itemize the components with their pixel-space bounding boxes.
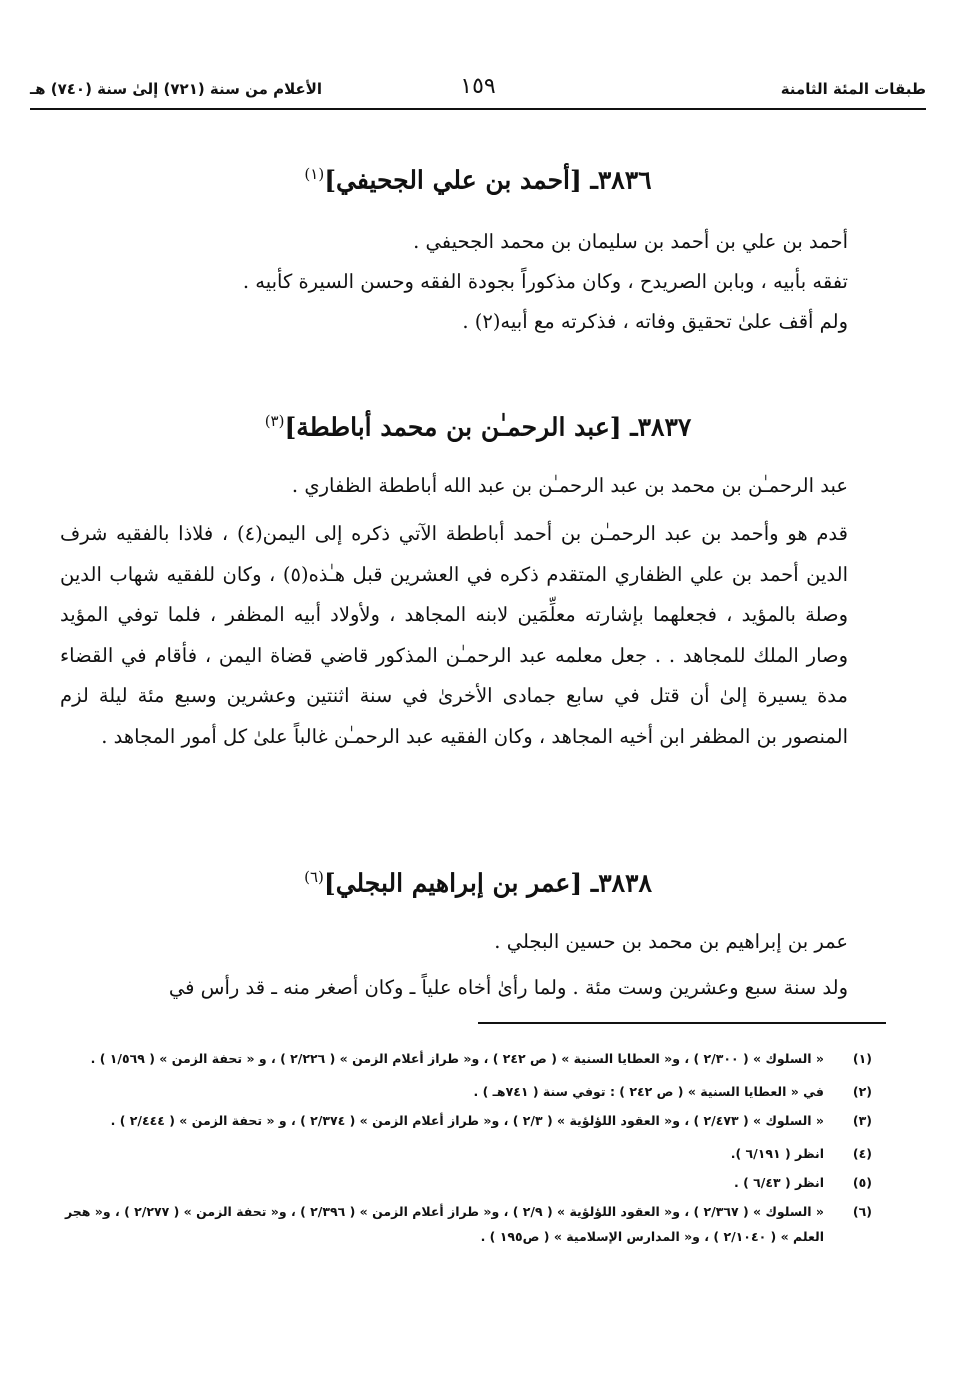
- paragraph: عمر بن إبراهيم بن محمد بن حسين البجلي .: [494, 930, 848, 953]
- paragraph: ولد سنة سبع وعشرين وست مئة . ولما رأىٰ أخاه علياً ـ وكان أصغر منه ـ قد رأس في: [168, 976, 848, 999]
- entry-body-3837-main: [60, 514, 848, 757]
- entry-body-3836: [60, 222, 848, 342]
- footnote-number: (٢): [852, 1084, 872, 1099]
- page-number: ١٥٩: [460, 74, 496, 99]
- paragraph: أحمد بن علي بن أحمد بن سليمان بن محمد الجحيفي .: [413, 230, 848, 253]
- paragraph: تفقه بأبيه ، وبابن الصريدح ، وكان مذكوراً بجودة الفقه وحسن السيرة كأبيه .: [242, 270, 848, 293]
- entry-title-3838: ٣٨٣٨ـ [عمر بن إبراهيم البجلي]$^{(٦)}$: [304, 868, 652, 898]
- entry-title-3836: ٣٨٣٦ـ [أحمد بن علي الجحيفي]$^{(١)}$: [304, 165, 652, 195]
- header-rule: [30, 108, 926, 110]
- page-header: [30, 74, 926, 108]
- footnote-number: (٥): [852, 1175, 872, 1190]
- entry-body-3838: [60, 922, 848, 1008]
- footnote-rule: [478, 1022, 886, 1024]
- footnote-text: « السلوك » ( ٢/٣٠٠ ) ، و« العطايا السنية » ( ص ٢٤٢ ) ، و« طراز أعلام الزمن » ( ٢/٢٢٦ ) ، و « تحفة الزمن » ( ١/٥٦٩ ) .: [90, 1051, 824, 1066]
- running-title: طبقات المئة الثامنة: [780, 80, 926, 98]
- footnote: [60, 1079, 872, 1104]
- footnote-ref: (٦): [304, 868, 324, 886]
- footnotes: [60, 1046, 872, 1249]
- footnote-text: انظر ( ٦/٤٣ ) .: [734, 1175, 824, 1190]
- footnote: [60, 1046, 872, 1071]
- paragraph: قدم هو وأحمد بن عبد الرحمـٰن بن أحمد أباططة الآتي ذكره إلى اليمن(٤) ، فلاذا بالفقيه شرف الدين أحمد بن علي الظفاري المتقدم ذكره في العشرين قبل هـٰذه(٥) ، وكان للفقيه شهاب الدين وصلة بالمؤيد ، فجعلهما بإشارته معلِّمَين لابنه المجاهد ، ولأولاد أبيه المظفر ، فلما توفي المؤيد وصار الملك للمجاهد . . جعل معلمه عبد الرحمـٰن المذكور قاضي قضاة اليمن ، فأقام في القضاء مدة يسيرة إلىٰ أن قتل في سابع جمادى الأخرىٰ في سنة اثنتين وعشرين وسبع مئة ليلة لزم المنصور بن المظفر ابن أخيه المجاهد ، وكان الفقيه عبد الرحمـٰن غالباً علىٰ كل أمور المجاهد .: [60, 522, 849, 748]
- footnote: [60, 1108, 872, 1133]
- paragraph: عبد الرحمـٰن بن محمد بن عبد الرحمـٰن بن عبد الله أباططة الظفاري .: [291, 474, 848, 497]
- footnote-number: (٣): [852, 1113, 872, 1128]
- footnote-text: « السلوك » ( ٢/٤٧٣ ) ، و« العقود اللؤلؤية » ( ٢/٣ ) ، و« طراز أعلام الزمن » ( ٢/٣٧٤ ) ، و « تحفة الزمن » ( ٢/٤٤٤ ) .: [110, 1113, 824, 1128]
- footnote-ref: (١): [304, 165, 325, 183]
- footnote: [60, 1170, 872, 1195]
- footnote-text: في « العطايا السنية » ( ص ٢٤٢ ) : توفي سنة ( ٧٤١هـ ) .: [473, 1084, 824, 1099]
- footnote-number: (١): [852, 1051, 872, 1066]
- footnote-number: (٦): [852, 1204, 872, 1219]
- running-range: الأعلام من سنة (٧٢١) إلىٰ سنة (٧٤٠) هـ: [30, 80, 323, 98]
- footnote-text: « السلوك » ( ٢/٣٦٧ ) ، و« العقود اللؤلؤية » ( ٢/٩ ) ، و« طراز أعلام الزمن » ( ٢/٣٩٦ ) ، و« تحفة الزمن » ( ٢/٢٧٧ ) ، و« هجر العلم » ( ٢/١٠٤٠ ) ، و« المدارس الإسلامية » ( ص١٩٥ ) .: [64, 1204, 824, 1244]
- entry-body-3837: [60, 466, 848, 506]
- footnote-text: انظر ( ٦/١٩١ ).: [730, 1146, 824, 1161]
- footnote-ref: (٣): [264, 412, 285, 430]
- footnote-number: (٤): [852, 1146, 872, 1161]
- footnote: [60, 1199, 872, 1249]
- footnote: [60, 1141, 872, 1166]
- paragraph: ولم أقف علىٰ تحقيق وفاته ، فذكرته مع أبيه(٢) .: [462, 310, 848, 333]
- entry-title-3837: ٣٨٣٧ـ [عبد الرحمـٰن بن محمد أباططة]$^{(٣)}$: [264, 412, 692, 442]
